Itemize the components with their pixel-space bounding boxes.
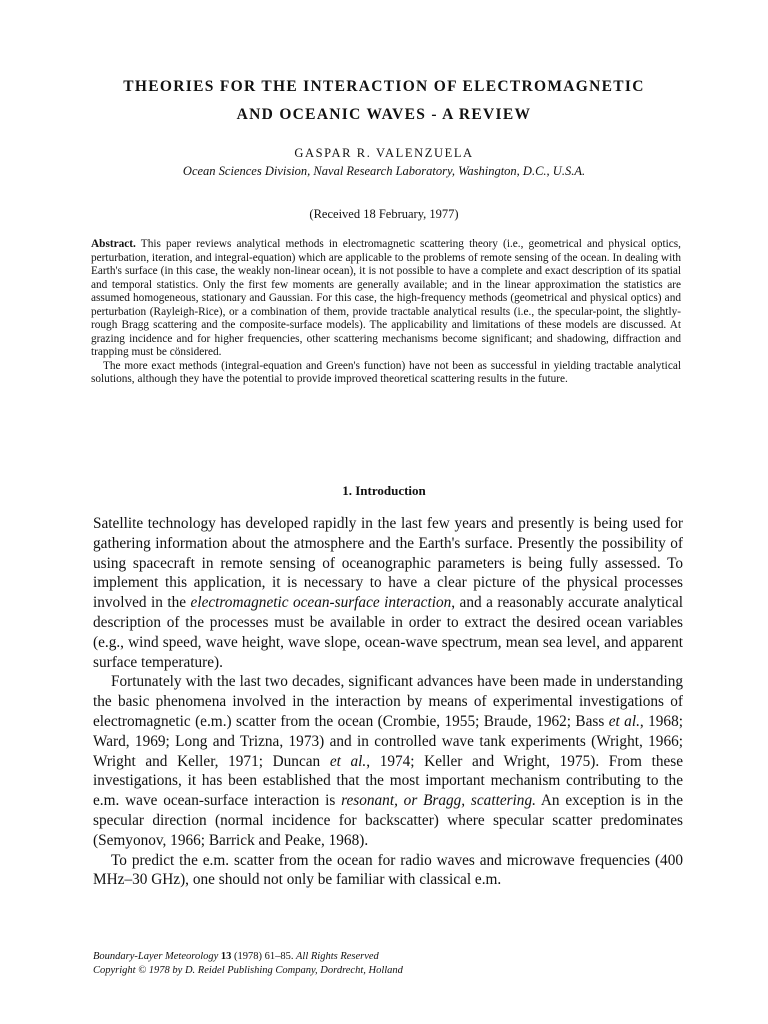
abstract (91, 238, 681, 387)
abstract-paragraph-1 (91, 238, 681, 360)
abstract-text-1: This paper reviews analytical methods in electromagnetic scattering theory (i.e., geometrical and physical optics, perturbation, iteration, and integral-equation) which are applicable to the problems of remote sensing of the ocean. In dealing with Earth's surface (in this case, the weakly non-linear ocean), it is not possible to have a complete and exact description of its spatial and temporal statistics. Only the first few moments are generally available; and in the linear approximation the statistics are assumed homogeneous, stationary and Gaussian. For this case, the high-frequency methods (geometrical and physical optics) and perturbation (Rayleigh-Rice), or a combination of them, provide tractable analytical results (i.e., the specular-point, the slightly-rough Bragg scattering and the composite-surface models). The applicability and limitations of these models are discussed. At grazing incidence and for higher frequencies, other scattering mechanisms become significant; and shadowing, diffraction and trapping must be cönsidered. (91, 238, 682, 358)
body-p2-etal-2: et al. (329, 752, 367, 770)
received-date: (Received 18 February, 1977) (309, 207, 459, 221)
body-p2-text-b: , 1968; Ward, 1969; Long and Trizna, 1973) and in controlled wave tank experiments (Wright, 1966; Wright and Keller, 1971; Duncan (93, 712, 683, 770)
body-p2-emphasis: resonant, or Bragg, scattering. (341, 792, 536, 810)
journal-volume: 13 (220, 951, 232, 962)
body-p2-etal-1: et al. (608, 712, 640, 730)
author-name: GASPAR R. VALENZUELA (294, 146, 474, 160)
body-paragraph-2 (93, 672, 683, 850)
abstract-label: Abstract. (91, 238, 136, 250)
paper-title-line-1: THEORIES FOR THE INTERACTION OF ELECTROMAGNETIC (123, 78, 645, 95)
author-affiliation: Ocean Sciences Division, Naval Research Laboratory, Washington, D.C., U.S.A. (182, 164, 586, 178)
body-p2-text-a: Fortunately with the last two decades, significant advances have been made in understanding the basic phenomena involved in the interaction by means of experimental investigations of electromagnetic (e.m.) scatter from the ocean (Crombie, 1955; Braude, 1962; Bass (93, 673, 683, 730)
body-paragraph-3: To predict the e.m. scatter from the ocean for radio waves and microwave frequencies (400 MHz–30 GHz), one should not only be familiar with classical e.m. (93, 851, 683, 889)
abstract-paragraph-2: The more exact methods (integral-equation and Green's function) have not been as successful in yielding tractable analytical solutions, although they have the potential to provide improved theoretical scattering results in the future. (91, 359, 681, 385)
body-text (93, 514, 683, 890)
paper-title-line-2: AND OCEANIC WAVES - A REVIEW (236, 106, 532, 123)
body-paragraph-1 (93, 514, 683, 672)
body-p2-text-d: An exception is in the specular direction (normal incidence for backscatter) where specular scatter predominates (Semyonov, 1966; Barrick and Peake, 1968). (93, 792, 683, 849)
footer-line-1 (93, 950, 683, 964)
footer-citation (93, 950, 683, 978)
body-p1-text-b: , and a reasonably accurate analytical description of the processes must be available in order to extract the desired ocean variables (e.g., wind speed, wave height, wave slope, ocean-wave spectrum, mean sea level, and apparent surface temperature). (93, 594, 683, 671)
rights-notice: All Rights Reserved (295, 951, 379, 962)
body-p1-emphasis: electromagnetic ocean-surface interaction (190, 594, 452, 612)
section-heading-introduction: 1. Introduction (342, 483, 426, 498)
body-p2-text-c: , 1974; Keller and Wright, 1975). From these investigations, it has been established that the most important mechanism contributing to the e.m. wave ocean-surface interaction is (93, 752, 683, 810)
body-p1-text-a: Satellite technology has developed rapidly in the last few years and presently is being used for gathering information about the atmosphere and the Earth's surface. Presently the possibility of using spacecraft in remote sensing of oceanographic parameters is being fully assessed. To implement this application, it is necessary to have a clear picture of the physical processes involved in the (93, 515, 683, 612)
journal-name: Boundary-Layer Meteorology (93, 951, 219, 962)
copyright-line: Copyright © 1978 by D. Reidel Publishing Company, Dordrecht, Holland (93, 965, 403, 976)
journal-pages: (1978) 61–85. (234, 951, 294, 962)
